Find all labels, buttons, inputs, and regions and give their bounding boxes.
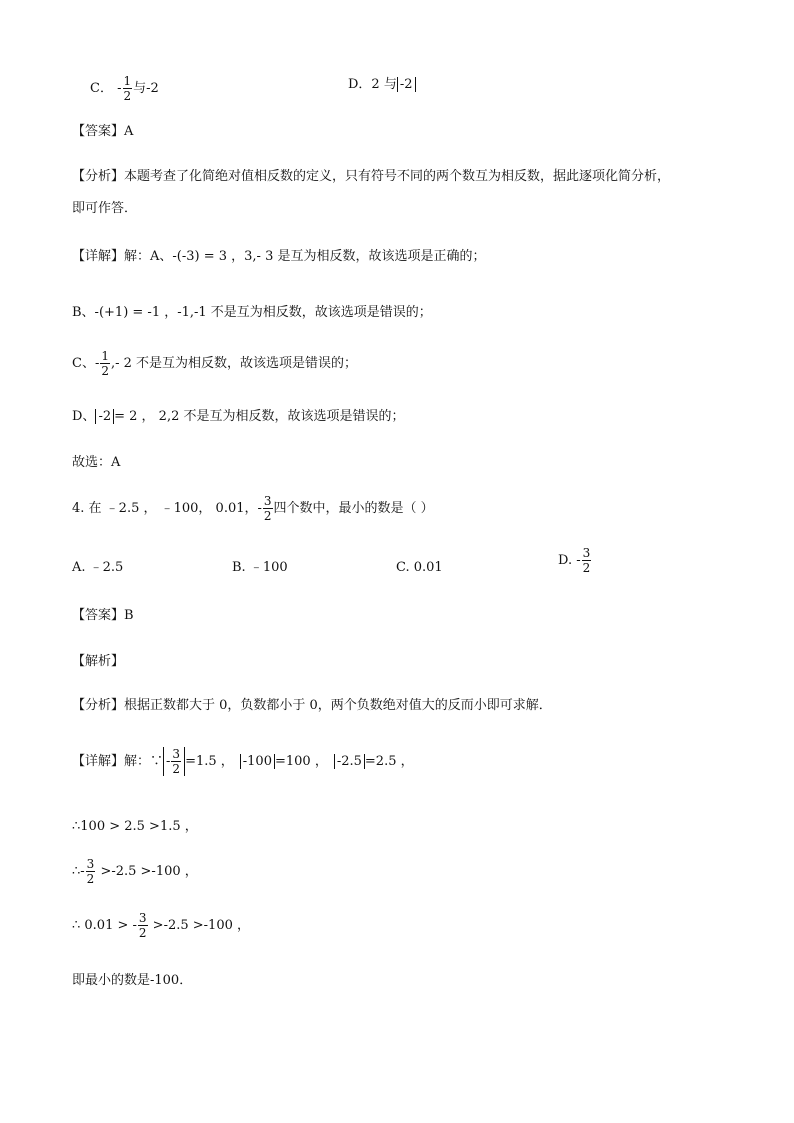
denominator: 2 bbox=[138, 926, 147, 940]
option-label: D. - bbox=[558, 553, 581, 568]
detail-text: B、- bbox=[72, 305, 99, 320]
denominator: 2 bbox=[86, 872, 95, 886]
numerator: 1 bbox=[101, 349, 109, 363]
minus-sign: - bbox=[117, 81, 122, 96]
q3-choice: 故选：A bbox=[72, 455, 121, 470]
detail-text: C、- bbox=[72, 356, 100, 371]
detail-text: =100 ， bbox=[274, 754, 328, 769]
detail-text: = -1 ，-1,-1 不是互为相反数，故该选项是错误的； bbox=[128, 305, 432, 320]
q4-step1: ∴100 > 2.5 >1.5 ， bbox=[72, 819, 198, 834]
q3-detail-b bbox=[72, 306, 432, 319]
fraction bbox=[582, 546, 592, 575]
q4-answer: 【答案】B bbox=[72, 608, 134, 623]
detail-text: =2.5 ， bbox=[364, 754, 414, 769]
q3-analysis-line2: 即可作答． bbox=[72, 201, 138, 216]
absolute-value bbox=[163, 747, 185, 776]
numerator: 3 bbox=[138, 911, 147, 925]
q4-option-d bbox=[558, 546, 592, 575]
detail-text: =1.5 ， bbox=[185, 754, 234, 769]
denominator: 2 bbox=[582, 561, 591, 575]
q3-detail-c bbox=[72, 349, 357, 378]
detail-text: ,- 2 不是互为相反数，故该选项是错误的； bbox=[110, 356, 358, 371]
numerator: 3 bbox=[263, 494, 272, 508]
option-d-prev bbox=[348, 78, 416, 91]
absolute-value: -2.5 bbox=[334, 754, 365, 769]
step-text: >-2.5 >-100 ， bbox=[148, 918, 251, 933]
q4-conclusion: 即最小的数是-100． bbox=[72, 973, 193, 988]
absolute-value: -100 bbox=[240, 754, 275, 769]
q3-detail-d bbox=[72, 410, 404, 423]
paren-expr: (+1) bbox=[98, 305, 129, 320]
numerator: 3 bbox=[172, 747, 181, 761]
step-text: ∴- bbox=[72, 864, 85, 879]
paren-expr: (-3) bbox=[176, 249, 200, 264]
stem-text: 4. 在 ﹣2.5 ， ﹣100， 0.01，- bbox=[72, 501, 262, 516]
q4-step2 bbox=[72, 857, 198, 886]
q4-option-c: C. 0.01 bbox=[396, 560, 443, 575]
fraction bbox=[171, 747, 181, 776]
q4-option-b: B. ﹣100 bbox=[232, 560, 288, 575]
denominator: 2 bbox=[123, 89, 132, 103]
detail-text: = 3 ，3,- 3 是互为相反数，故该选项是正确的； bbox=[199, 249, 486, 264]
option-c-prev bbox=[90, 74, 159, 103]
fraction bbox=[138, 911, 148, 940]
q4-jiexi: 【解析】 bbox=[72, 654, 125, 669]
minus-sign: - bbox=[166, 754, 171, 769]
detail-text: 【详解】解：A、- bbox=[72, 249, 177, 264]
q3-detail-a bbox=[72, 250, 486, 263]
q4-stem bbox=[72, 494, 434, 523]
q3-answer: 【答案】A bbox=[72, 124, 134, 139]
absolute-value: -2 bbox=[397, 77, 416, 92]
step-text: >-2.5 >-100 ， bbox=[96, 864, 198, 879]
detail-text: = 2 ， 2,2 不是互为相反数，故该选项是错误的； bbox=[114, 409, 405, 424]
stem-text: 四个数中，最小的数是（ ） bbox=[273, 501, 434, 516]
fraction bbox=[123, 74, 133, 103]
absolute-value: -2 bbox=[95, 409, 114, 424]
q3-analysis-line1: 【分析】本题考查了化简绝对值相反数的定义，只有符号不同的两个数互为相反数，据此逐项化简分析， bbox=[72, 169, 671, 184]
option-label: C． bbox=[90, 81, 113, 96]
q4-analysis: 【分析】根据正数都大于 0，负数都小于 0，两个负数绝对值大的反而小即可求解． bbox=[72, 698, 552, 713]
denominator: 2 bbox=[101, 364, 109, 378]
detail-text: 【详解】解：∵ bbox=[72, 754, 164, 769]
denominator: 2 bbox=[172, 762, 181, 776]
fraction bbox=[86, 857, 96, 886]
connector-text: 与 bbox=[133, 81, 147, 96]
detail-text: D、 bbox=[72, 409, 96, 424]
value-text: -2 bbox=[146, 81, 159, 96]
numerator: 3 bbox=[582, 546, 591, 560]
q4-detail bbox=[72, 747, 414, 776]
fraction bbox=[100, 349, 110, 378]
step-text: ∴ 0.01 > - bbox=[72, 918, 137, 933]
option-label: D．2 与 bbox=[348, 77, 397, 92]
q4-step3 bbox=[72, 911, 250, 940]
numerator: 3 bbox=[86, 857, 95, 871]
denominator: 2 bbox=[263, 509, 272, 523]
numerator: 1 bbox=[123, 74, 132, 88]
q4-option-a: A. ﹣2.5 bbox=[72, 560, 124, 575]
fraction bbox=[263, 494, 273, 523]
